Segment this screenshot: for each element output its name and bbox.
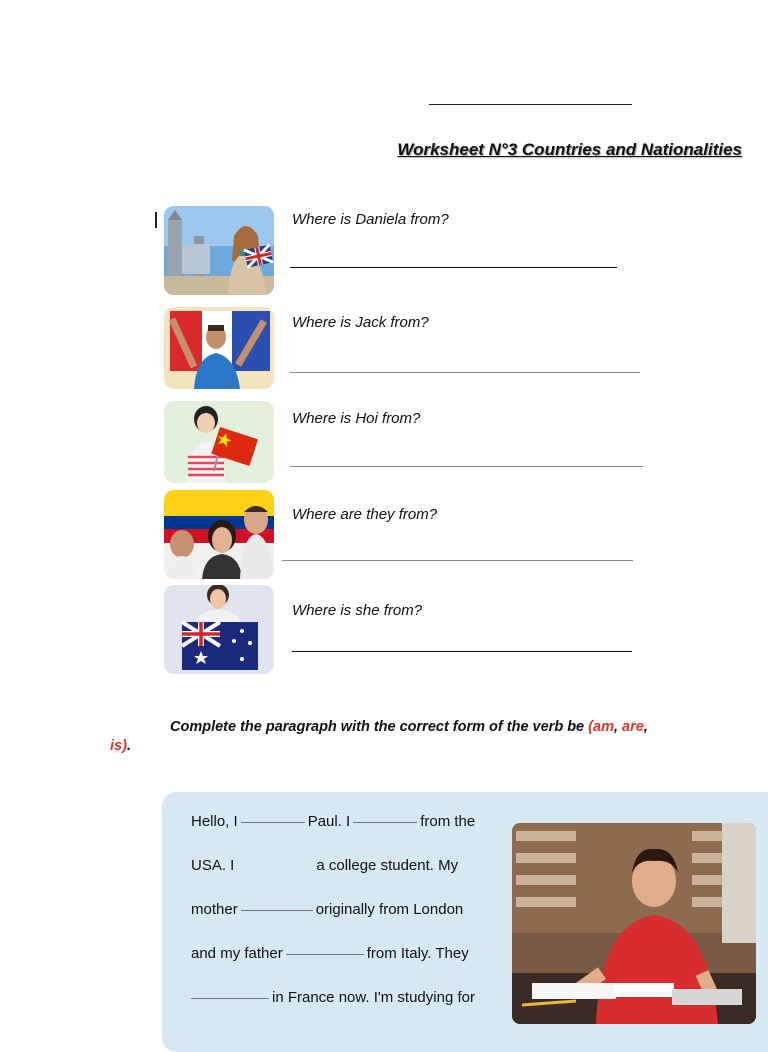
answer-line-they[interactable]	[282, 560, 633, 561]
question-jack: Where is Jack from?	[292, 314, 429, 331]
para-text: mother	[191, 901, 238, 918]
paragraph-line-2	[191, 857, 458, 874]
photo-they	[164, 490, 274, 579]
paragraph-line-5	[191, 989, 475, 1006]
blank-6[interactable]	[191, 998, 269, 999]
photo-jack	[164, 307, 274, 389]
instruction-period: .	[126, 738, 131, 754]
paragraph-line-3	[191, 901, 463, 918]
blank-5[interactable]	[286, 954, 364, 955]
answer-line-she[interactable]	[292, 651, 632, 652]
instruction-text	[110, 718, 670, 756]
blank-2[interactable]	[353, 822, 417, 823]
options-open: (	[588, 719, 593, 735]
para-text: and my father	[191, 945, 283, 962]
name-answer-line[interactable]	[429, 104, 632, 105]
options-sep-1: ,	[613, 719, 623, 735]
question-hoi: Where is Hoi from?	[292, 410, 421, 427]
question-they: Where are they from?	[292, 506, 438, 523]
para-text: Paul. I	[307, 813, 351, 830]
answer-line-hoi[interactable]	[290, 466, 643, 467]
para-text: a college student. My	[316, 857, 459, 874]
photo-daniela	[164, 206, 274, 295]
para-text: originally from London	[315, 901, 464, 918]
options-sep-2: ,	[643, 719, 648, 735]
blank-1[interactable]	[241, 822, 305, 823]
para-text: USA. I	[191, 857, 235, 874]
blank-4[interactable]	[241, 910, 313, 911]
photo-she	[164, 585, 274, 674]
answer-line-jack[interactable]	[290, 372, 640, 373]
option-am: am	[593, 719, 614, 735]
photo-hoi	[164, 401, 274, 483]
instruction-main: Complete the paragraph with the correct form of the verb be	[170, 719, 589, 735]
paragraph-line-4	[191, 945, 469, 962]
question-she: Where is she from?	[292, 602, 423, 619]
option-is: is	[110, 738, 123, 754]
para-text: from the	[420, 813, 476, 830]
answer-line-daniela[interactable]	[290, 267, 617, 268]
options-close: )	[122, 738, 127, 754]
paragraph-line-1	[191, 813, 475, 830]
para-text: from Italy. They	[366, 945, 469, 962]
para-text: Hello, I	[191, 813, 238, 830]
question-daniela: Where is Daniela from?	[292, 211, 449, 228]
text-cursor	[155, 212, 157, 228]
photo-student	[512, 823, 756, 1024]
para-text: in France now. I'm studying for	[272, 989, 475, 1006]
option-are: are	[622, 719, 644, 735]
worksheet-title: Worksheet N°3 Countries and Nationalities	[397, 140, 742, 159]
